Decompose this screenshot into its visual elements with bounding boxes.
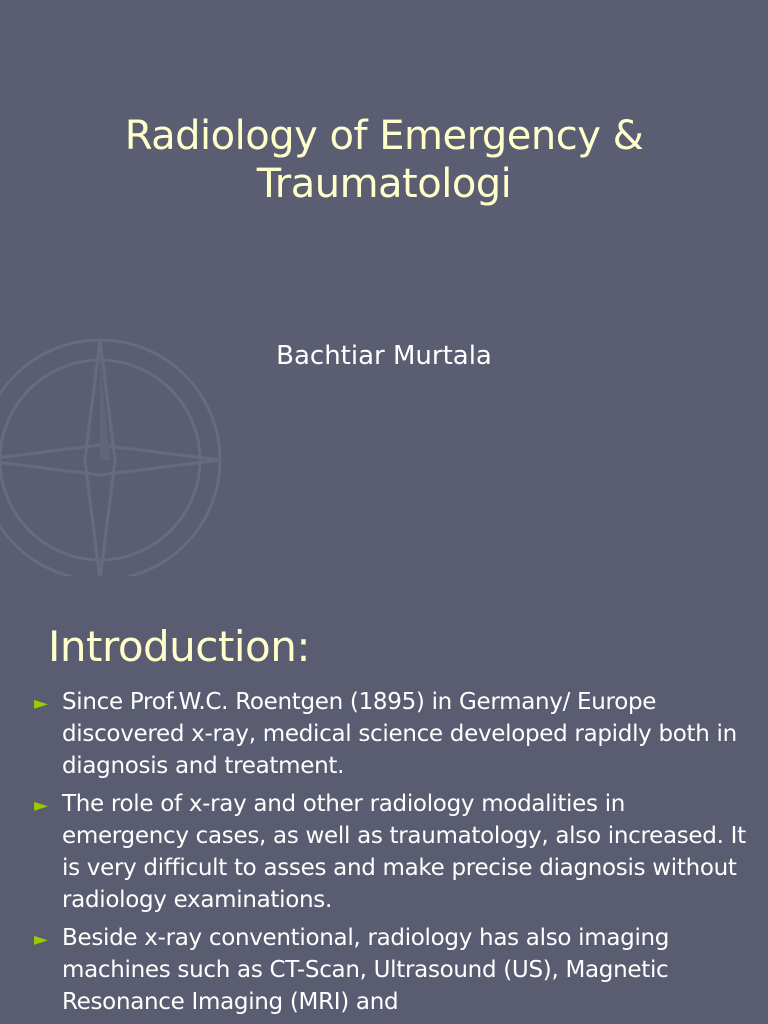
bullet-text: Since Prof.W.C. Roentgen (1895) in Germany/ Europe discovered x-ray, medical science developed rapidly both in diagnosis and treatment.: [62, 689, 737, 779]
bullet-item: [34, 686, 754, 782]
slide-author: Bachtiar Murtala: [276, 341, 492, 371]
bullet-item: [34, 788, 754, 916]
triangle-right-icon: ►: [34, 795, 48, 816]
bullet-list: [34, 686, 754, 1024]
introduction-slide: [0, 576, 768, 1024]
triangle-right-icon: ►: [34, 693, 48, 714]
bullet-text: Beside x-ray conventional, radiology has also imaging machines such as CT-Scan, Ultrasound (US), Magnetic Resonance Imaging (MRI) and: [62, 925, 670, 1015]
slide-heading: Introduction:: [48, 622, 310, 671]
bullet-item: [34, 922, 754, 1018]
bullet-text: The role of x-ray and other radiology modalities in emergency cases, as well as traumatology, also increased. It is very difficult to asses and make precise diagnosis without radiology examinations.: [62, 791, 746, 913]
triangle-right-icon: ►: [34, 929, 48, 950]
slide-title: Radiology of Emergency & Traumatologi: [124, 113, 644, 207]
